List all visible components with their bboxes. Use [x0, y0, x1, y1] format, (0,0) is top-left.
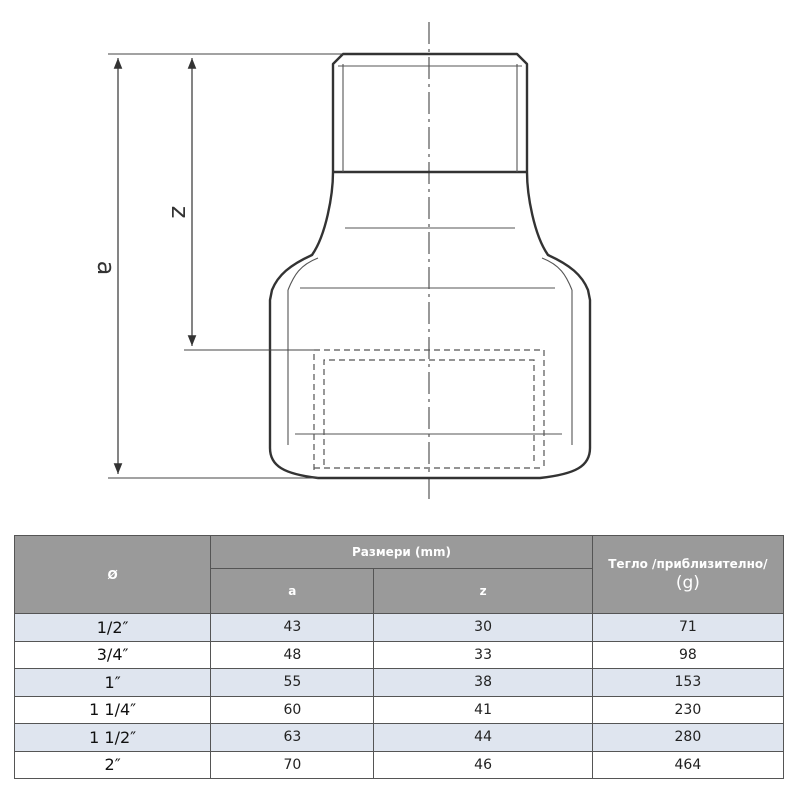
dimension-z-label: z — [166, 205, 194, 219]
thread-lines — [288, 64, 572, 445]
header-dimensions: Размери (mm) — [211, 536, 592, 569]
cell-z: 46 — [374, 751, 592, 779]
cell-z: 41 — [374, 696, 592, 724]
fitting-body-outline — [270, 54, 590, 478]
cell-size: 1/2″ — [15, 614, 211, 642]
cell-z: 38 — [374, 669, 592, 697]
cell-a: 63 — [211, 724, 374, 752]
table-row — [15, 614, 784, 642]
table-row — [15, 751, 784, 779]
cell-weight: 230 — [592, 696, 783, 724]
cell-a: 43 — [211, 614, 374, 642]
table-row — [15, 724, 784, 752]
dimension-a-label: a — [92, 260, 120, 276]
header-weight — [592, 536, 783, 614]
cell-size: 1″ — [15, 669, 211, 697]
cell-z: 44 — [374, 724, 592, 752]
cell-size: 1 1/2″ — [15, 724, 211, 752]
cell-a: 70 — [211, 751, 374, 779]
cell-a: 60 — [211, 696, 374, 724]
extension-lines — [108, 54, 343, 478]
cell-weight: 464 — [592, 751, 783, 779]
table-row — [15, 696, 784, 724]
cell-a: 55 — [211, 669, 374, 697]
cell-weight: 280 — [592, 724, 783, 752]
cell-z: 33 — [374, 641, 592, 669]
header-weight-label: Тегло /приблизително/ — [608, 556, 768, 571]
cell-weight: 98 — [592, 641, 783, 669]
dimensions-table — [14, 535, 784, 779]
cell-a: 48 — [211, 641, 374, 669]
cell-z: 30 — [374, 614, 592, 642]
cell-size: 3/4″ — [15, 641, 211, 669]
header-col-z: z — [374, 569, 592, 614]
cell-weight: 153 — [592, 669, 783, 697]
table-row — [15, 641, 784, 669]
cell-size: 2″ — [15, 751, 211, 779]
table-row — [15, 669, 784, 697]
header-weight-unit: (g) — [675, 572, 700, 593]
cell-weight: 71 — [592, 614, 783, 642]
cell-size: 1 1/4″ — [15, 696, 211, 724]
header-diameter: Ø — [15, 536, 211, 614]
header-col-a: a — [211, 569, 374, 614]
